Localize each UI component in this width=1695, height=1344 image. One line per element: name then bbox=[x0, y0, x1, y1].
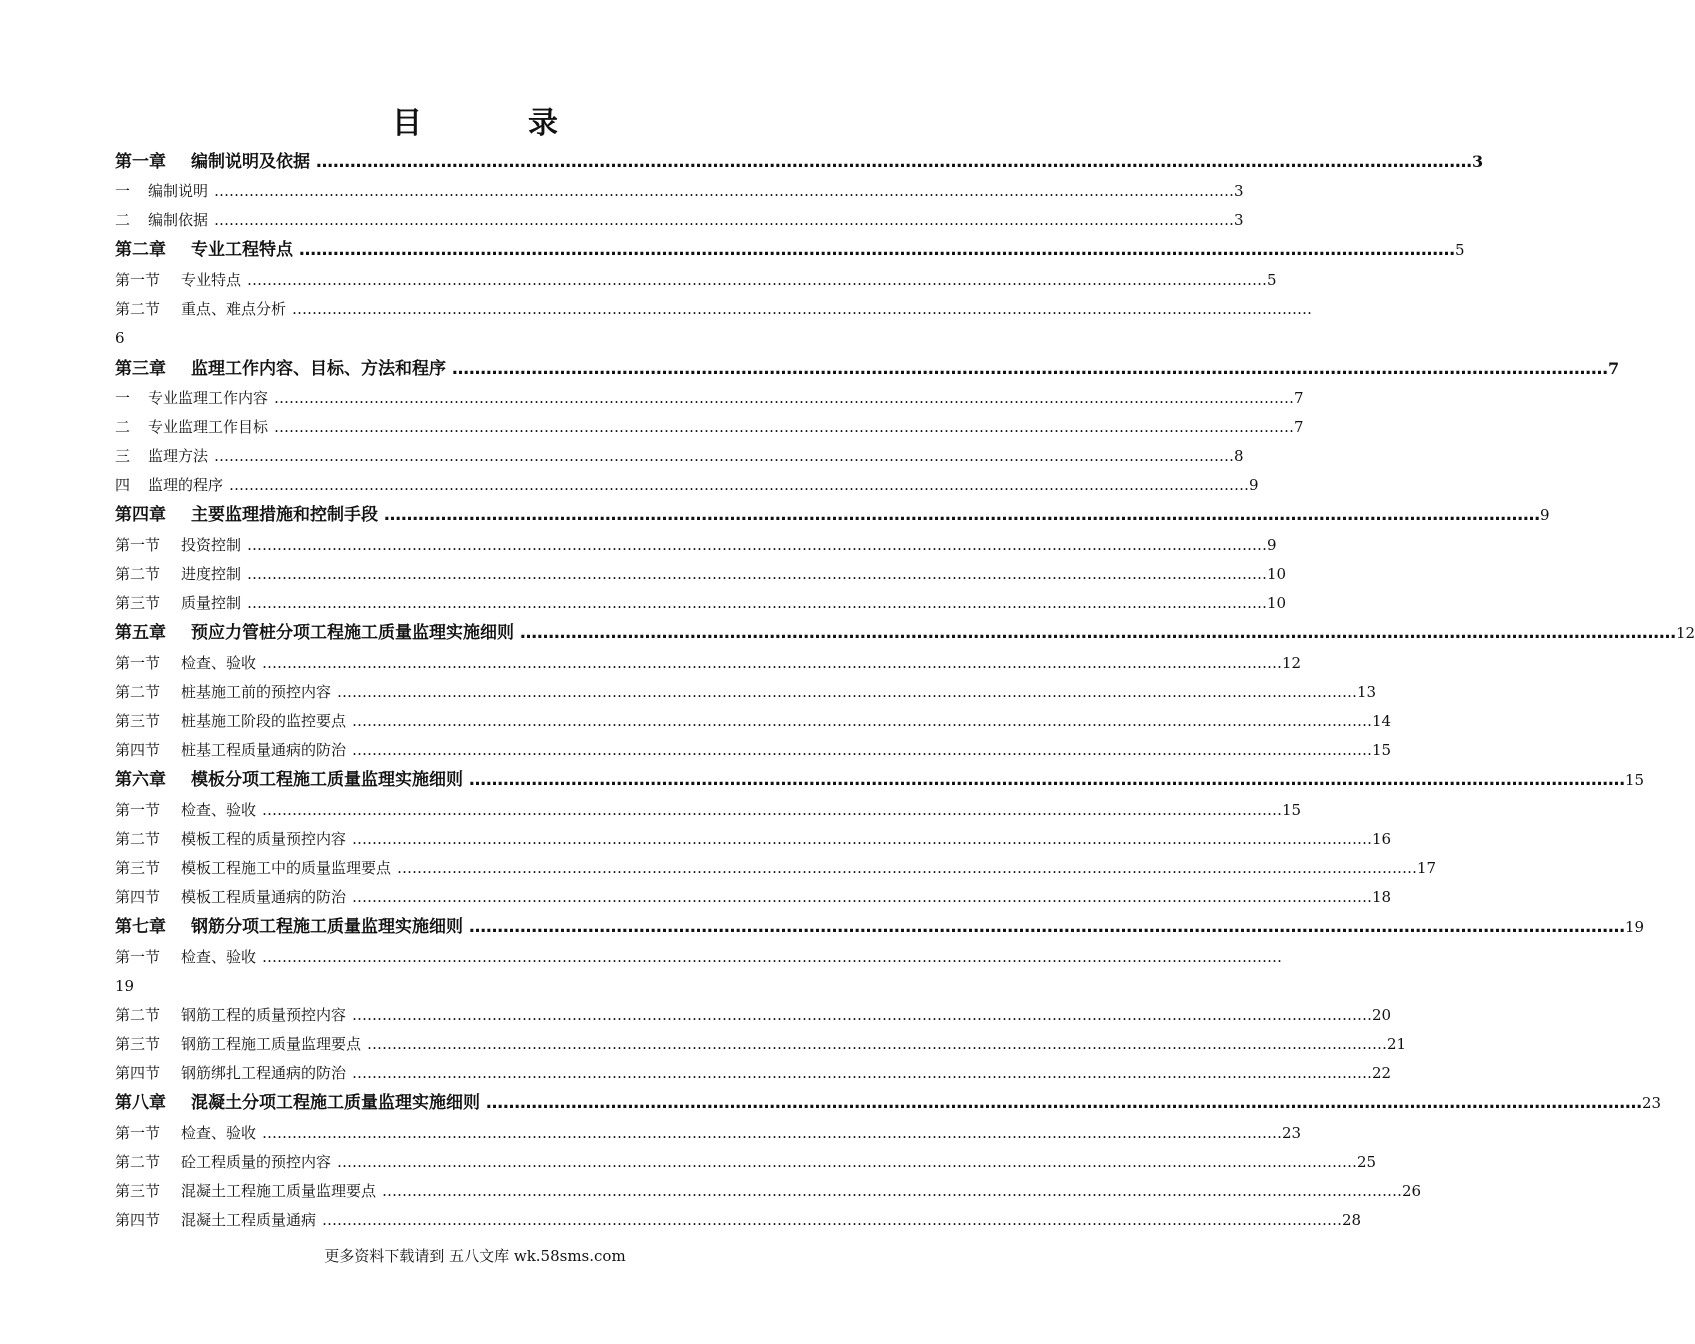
toc-page-number: 15 bbox=[1625, 771, 1645, 789]
toc-entry-title: 桩基施工前的预控内容 bbox=[181, 683, 332, 701]
toc-entry-number: 第三章 bbox=[115, 359, 166, 379]
toc-entry-title: 钢筋分项工程施工质量监理实施细则 bbox=[191, 917, 463, 937]
toc-entry-number: 第二节 bbox=[115, 830, 161, 848]
toc-entry-title: 桩基施工阶段的监控要点 bbox=[181, 712, 347, 730]
toc-section-entry[interactable] bbox=[115, 796, 1302, 825]
toc-section-entry[interactable] bbox=[115, 531, 1277, 560]
toc-entry-title: 重点、难点分析 bbox=[181, 300, 287, 318]
toc-entry-number: 第二节 bbox=[115, 1006, 161, 1024]
toc-entry-number: 第一节 bbox=[115, 536, 161, 554]
toc-section-entry[interactable] bbox=[115, 825, 1392, 854]
toc-entry-number: 第八章 bbox=[115, 1093, 166, 1113]
toc-entry-number: 第七章 bbox=[115, 917, 166, 937]
toc-chapter-entry[interactable] bbox=[115, 235, 1465, 266]
toc-leader-dots: …………………………………………………………………………………………………………………………………………………………………………………… bbox=[247, 271, 1268, 289]
toc-entry-number: 第一节 bbox=[115, 948, 161, 966]
toc-section-entry[interactable] bbox=[115, 177, 1244, 206]
toc-leader-dots: …………………………………………………………………………………………………………………………………………………………………………………… bbox=[247, 565, 1268, 583]
toc-page-number: 3 bbox=[1234, 182, 1244, 200]
toc-page-number: 15 bbox=[1372, 741, 1392, 759]
toc-leader-dots: …………………………………………………………………………………………………………………………………………………………………………………… bbox=[337, 1153, 1358, 1171]
toc-entry-number: 第二节 bbox=[115, 683, 161, 701]
toc-entry-title: 监理方法 bbox=[148, 447, 209, 465]
toc-page-number: 10 bbox=[1267, 594, 1287, 612]
toc-section-entry[interactable] bbox=[115, 1030, 1407, 1059]
toc-entry-number: 第三节 bbox=[115, 859, 161, 877]
toc-leader-dots: …………………………………………………………………………………………………………………………………………………………………………………… bbox=[247, 536, 1268, 554]
toc-page-number: 17 bbox=[1417, 859, 1437, 877]
toc-entry-title: 编制依据 bbox=[148, 211, 209, 229]
toc-entry-title: 钢筋绑扎工程通病的防治 bbox=[181, 1064, 347, 1082]
toc-chapter-entry[interactable] bbox=[115, 618, 1695, 649]
toc-chapter-entry[interactable] bbox=[115, 500, 1550, 531]
toc-leader-dots: …………………………………………………………………………………………………………………………………………………………………………………… bbox=[352, 888, 1373, 906]
toc-section-entry[interactable] bbox=[115, 384, 1304, 413]
toc-leader-dots: …………………………………………………………………………………………………………………………………………………………………………………… bbox=[469, 770, 1625, 790]
toc-section-entry[interactable] bbox=[115, 883, 1392, 912]
toc-leader-dots: …………………………………………………………………………………………………………………………………………………………………………………… bbox=[337, 683, 1358, 701]
toc-section-entry[interactable] bbox=[115, 678, 1377, 707]
toc-page-number: 7 bbox=[1294, 389, 1304, 407]
toc-entry-title: 监理的程序 bbox=[148, 476, 224, 494]
toc-entry-number: 一 bbox=[115, 389, 131, 407]
toc-section-entry[interactable] bbox=[115, 736, 1392, 765]
toc-entry-title: 模板工程的质量预控内容 bbox=[181, 830, 347, 848]
toc-entry-number: 第四节 bbox=[115, 1211, 161, 1229]
toc-entry-number: 第一节 bbox=[115, 801, 161, 819]
toc-leader-dots: …………………………………………………………………………………………………………………………………………………………………………………… bbox=[382, 1182, 1403, 1200]
toc-page-number: 3 bbox=[1234, 211, 1244, 229]
toc-page-number: 9 bbox=[1540, 506, 1550, 524]
toc-page-number: 19 bbox=[1625, 918, 1645, 936]
toc-section-entry[interactable] bbox=[115, 442, 1244, 471]
toc-leader-dots: …………………………………………………………………………………………………………………………………………………………………………………… bbox=[274, 418, 1295, 436]
toc-leader-dots: …………………………………………………………………………………………………………………………………………………………………………………… bbox=[352, 1006, 1373, 1024]
toc-section-entry[interactable] bbox=[115, 1119, 1302, 1148]
toc-entry-number: 二 bbox=[115, 418, 131, 436]
toc-entry-number: 一 bbox=[115, 182, 131, 200]
toc-entry-title: 钢筋工程的质量预控内容 bbox=[181, 1006, 347, 1024]
toc-page-number: 26 bbox=[1402, 1182, 1422, 1200]
toc-leader-dots: …………………………………………………………………………………………………………………………………………………………………………………… bbox=[352, 1064, 1373, 1082]
toc-entry-title: 质量控制 bbox=[181, 594, 242, 612]
toc-page-number: 5 bbox=[1267, 271, 1277, 289]
toc-page-number: 22 bbox=[1372, 1064, 1392, 1082]
toc-chapter-entry[interactable] bbox=[115, 353, 1620, 384]
toc-entry-title: 预应力管桩分项工程施工质量监理实施细则 bbox=[191, 623, 514, 643]
toc-leader-dots: …………………………………………………………………………………………………………………………………………………………………………………… bbox=[397, 859, 1418, 877]
toc-section-entry[interactable] bbox=[115, 413, 1304, 442]
toc-page-number: 21 bbox=[1387, 1035, 1407, 1053]
toc-entry-title: 桩基工程质量通病的防治 bbox=[181, 741, 347, 759]
toc-entry-title: 混凝土工程质量通病 bbox=[181, 1211, 317, 1229]
toc-leader-dots: …………………………………………………………………………………………………………………………………………………………………………………… bbox=[214, 182, 1235, 200]
toc-page-number: 18 bbox=[1372, 888, 1392, 906]
toc-leader-dots: …………………………………………………………………………………………………………………………………………………………………………………… bbox=[292, 300, 1313, 318]
toc-entry-number: 第二章 bbox=[115, 240, 166, 260]
toc-leader-dots: …………………………………………………………………………………………………………………………………………………………………………………… bbox=[229, 476, 1250, 494]
toc-leader-dots: …………………………………………………………………………………………………………………………………………………………………………………… bbox=[247, 594, 1268, 612]
toc-leader-dots: …………………………………………………………………………………………………………………………………………………………………………………… bbox=[352, 741, 1373, 759]
toc-section-entry[interactable] bbox=[115, 649, 1302, 678]
toc-entry-number: 第三节 bbox=[115, 712, 161, 730]
toc-entry-title: 模板分项工程施工质量监理实施细则 bbox=[191, 770, 463, 790]
toc-section-entry[interactable] bbox=[115, 206, 1244, 235]
toc-section-entry[interactable] bbox=[115, 471, 1259, 500]
toc-section-entry[interactable] bbox=[115, 266, 1277, 295]
toc-leader-dots: …………………………………………………………………………………………………………………………………………………………………………………… bbox=[486, 1093, 1642, 1113]
toc-entry-number: 第四章 bbox=[115, 505, 166, 525]
toc-chapter-entry[interactable] bbox=[115, 765, 1645, 796]
toc-entry-title: 模板工程质量通病的防治 bbox=[181, 888, 347, 906]
toc-entry-number: 第五章 bbox=[115, 623, 166, 643]
toc-section-entry[interactable] bbox=[115, 1059, 1392, 1088]
toc-entry-title: 编制说明及依据 bbox=[191, 152, 310, 172]
toc-leader-dots: …………………………………………………………………………………………………………………………………………………………………………………… bbox=[214, 211, 1235, 229]
toc-leader-dots: …………………………………………………………………………………………………………………………………………………………………………………… bbox=[262, 654, 1283, 672]
toc-page-number: 23 bbox=[1642, 1094, 1662, 1112]
page-title: 目 录 bbox=[392, 106, 596, 141]
table-of-contents bbox=[115, 146, 1695, 1235]
toc-chapter-entry[interactable] bbox=[115, 146, 1484, 177]
toc-entry-number: 第四节 bbox=[115, 888, 161, 906]
toc-section-entry[interactable] bbox=[115, 854, 1437, 883]
toc-entry-title: 检查、验收 bbox=[181, 801, 257, 819]
toc-entry-title: 专业工程特点 bbox=[191, 240, 293, 260]
toc-entry-number: 第二节 bbox=[115, 300, 161, 318]
toc-leader-dots: …………………………………………………………………………………………………………………………………………………………………………………… bbox=[214, 447, 1235, 465]
toc-page-number: 14 bbox=[1372, 712, 1392, 730]
toc-page-number: 8 bbox=[1234, 447, 1244, 465]
toc-leader-dots: …………………………………………………………………………………………………………………………………………………………………………………… bbox=[274, 389, 1295, 407]
toc-section-entry[interactable] bbox=[115, 707, 1392, 736]
toc-page-number: 23 bbox=[1282, 1124, 1302, 1142]
toc-page-number-wrapped: 19 bbox=[115, 977, 135, 995]
toc-page-number-wrapped: 6 bbox=[115, 329, 125, 347]
toc-page-number: 12 bbox=[1676, 624, 1695, 642]
toc-entry-title: 专业特点 bbox=[181, 271, 242, 289]
toc-entry-number: 第一节 bbox=[115, 654, 161, 672]
toc-page-number: 12 bbox=[1282, 654, 1302, 672]
toc-entry-title: 投资控制 bbox=[181, 536, 242, 554]
toc-page-number: 15 bbox=[1282, 801, 1302, 819]
toc-page-number: 7 bbox=[1294, 418, 1304, 436]
toc-entry-number: 第一章 bbox=[115, 152, 166, 172]
toc-section-entry[interactable] bbox=[115, 1177, 1422, 1206]
toc-entry-number: 第二节 bbox=[115, 565, 161, 583]
toc-entry-title: 专业监理工作目标 bbox=[148, 418, 269, 436]
toc-entry-number: 第一节 bbox=[115, 1124, 161, 1142]
toc-leader-dots: …………………………………………………………………………………………………………………………………………………………………………………… bbox=[469, 917, 1625, 937]
toc-section-entry[interactable] bbox=[115, 1001, 1392, 1030]
toc-section-entry[interactable] bbox=[115, 560, 1287, 589]
toc-entry-number: 第二节 bbox=[115, 1153, 161, 1171]
toc-page-number: 13 bbox=[1357, 683, 1377, 701]
toc-leader-dots: …………………………………………………………………………………………………………………………………………………………………………………… bbox=[352, 830, 1373, 848]
toc-entry-number: 第六章 bbox=[115, 770, 166, 790]
toc-page-number: 9 bbox=[1249, 476, 1259, 494]
toc-leader-dots: …………………………………………………………………………………………………………………………………………………………………………………… bbox=[322, 1211, 1343, 1229]
footer-note: 更多资料下载请到 五八文库 wk.58sms.com bbox=[324, 1247, 626, 1265]
toc-section-entry[interactable] bbox=[115, 1148, 1377, 1177]
toc-page-number: 7 bbox=[1608, 359, 1620, 378]
toc-entry-title: 钢筋工程施工质量监理要点 bbox=[181, 1035, 362, 1053]
toc-section-entry[interactable] bbox=[115, 589, 1287, 618]
toc-entry-title: 混凝土工程施工质量监理要点 bbox=[181, 1182, 377, 1200]
toc-leader-dots: …………………………………………………………………………………………………………………………………………………………………………………… bbox=[262, 801, 1283, 819]
toc-leader-dots: …………………………………………………………………………………………………………………………………………………………………………………… bbox=[299, 240, 1455, 260]
toc-entry-number: 第三节 bbox=[115, 594, 161, 612]
toc-entry-title: 检查、验收 bbox=[181, 654, 257, 672]
toc-entry-number: 第四节 bbox=[115, 741, 161, 759]
toc-entry-title: 砼工程质量的预控内容 bbox=[181, 1153, 332, 1171]
toc-page-number: 3 bbox=[1472, 152, 1484, 171]
toc-leader-dots: …………………………………………………………………………………………………………………………………………………………………………………… bbox=[367, 1035, 1388, 1053]
toc-page-number: 10 bbox=[1267, 565, 1287, 583]
toc-page-number: 16 bbox=[1372, 830, 1392, 848]
toc-page-number: 5 bbox=[1455, 241, 1465, 259]
toc-entry-number: 第三节 bbox=[115, 1035, 161, 1053]
toc-chapter-entry[interactable] bbox=[115, 1088, 1662, 1119]
toc-entry-title: 监理工作内容、目标、方法和程序 bbox=[191, 359, 446, 379]
toc-page-number: 20 bbox=[1372, 1006, 1392, 1024]
toc-leader-dots: …………………………………………………………………………………………………………………………………………………………………………………… bbox=[452, 359, 1608, 379]
toc-entry-title: 模板工程施工中的质量监理要点 bbox=[181, 859, 392, 877]
toc-entry-title: 主要监理措施和控制手段 bbox=[191, 505, 378, 525]
toc-entry-number: 第一节 bbox=[115, 271, 161, 289]
toc-leader-dots: …………………………………………………………………………………………………………………………………………………………………………………… bbox=[262, 1124, 1283, 1142]
toc-leader-dots: …………………………………………………………………………………………………………………………………………………………………………………… bbox=[262, 948, 1283, 966]
toc-section-entry[interactable] bbox=[115, 1206, 1362, 1235]
toc-leader-dots: …………………………………………………………………………………………………………………………………………………………………………………… bbox=[316, 152, 1472, 172]
toc-entry-title: 编制说明 bbox=[148, 182, 209, 200]
toc-entry-number: 二 bbox=[115, 211, 131, 229]
toc-section-entry[interactable] bbox=[115, 943, 1283, 972]
toc-leader-dots: …………………………………………………………………………………………………………………………………………………………………………………… bbox=[520, 623, 1676, 643]
toc-entry-title: 检查、验收 bbox=[181, 948, 257, 966]
toc-entry-number: 四 bbox=[115, 476, 131, 494]
toc-chapter-entry[interactable] bbox=[115, 912, 1645, 943]
toc-entry-title: 进度控制 bbox=[181, 565, 242, 583]
toc-entry-number: 第四节 bbox=[115, 1064, 161, 1082]
toc-page-number: 25 bbox=[1357, 1153, 1377, 1171]
toc-entry-title: 混凝土分项工程施工质量监理实施细则 bbox=[191, 1093, 480, 1113]
toc-section-entry[interactable] bbox=[115, 295, 1313, 324]
toc-page-number: 28 bbox=[1342, 1211, 1362, 1229]
toc-entry-number: 第三节 bbox=[115, 1182, 161, 1200]
toc-entry-title: 专业监理工作内容 bbox=[148, 389, 269, 407]
toc-entry-number: 三 bbox=[115, 447, 131, 465]
toc-entry-title: 检查、验收 bbox=[181, 1124, 257, 1142]
toc-leader-dots: …………………………………………………………………………………………………………………………………………………………………………………… bbox=[384, 505, 1540, 525]
toc-page-number: 9 bbox=[1267, 536, 1277, 554]
toc-leader-dots: …………………………………………………………………………………………………………………………………………………………………………………… bbox=[352, 712, 1373, 730]
